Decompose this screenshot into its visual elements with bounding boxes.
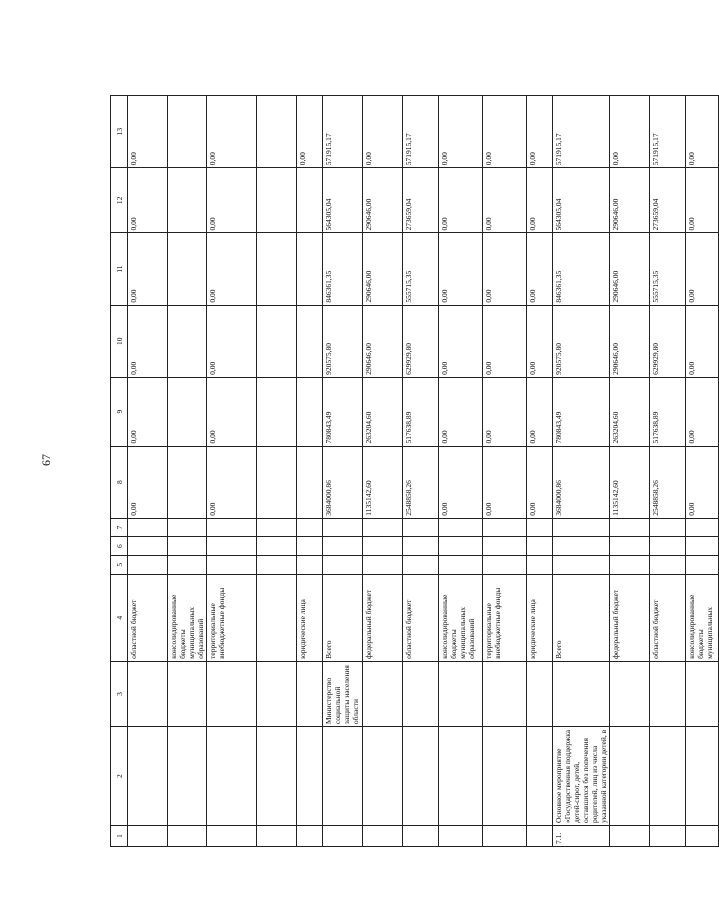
table-cell [168, 537, 207, 556]
table-cell [483, 826, 527, 847]
table-cell [483, 661, 527, 726]
table-cell [403, 826, 439, 847]
table-cell [363, 555, 403, 574]
rotated-table-wrapper [110, 95, 714, 847]
table-cell [686, 537, 719, 556]
table-cell [686, 727, 719, 826]
column-header: 12 [111, 168, 128, 233]
table-cell [257, 233, 297, 305]
table-cell: 0,00 [686, 168, 719, 233]
table-cell [168, 555, 207, 574]
column-header: 4 [111, 574, 128, 661]
table-cell: 273659,04 [650, 168, 686, 233]
table-cell: 0,00 [483, 305, 527, 377]
table-cell [439, 555, 483, 574]
table-cell: 0,00 [483, 233, 527, 305]
table-cell [650, 661, 686, 726]
table-cell: 7.1. [553, 826, 610, 847]
column-header: 6 [111, 537, 128, 556]
table-cell [257, 537, 297, 556]
table-cell [207, 727, 257, 826]
table-cell: 0,00 [207, 446, 257, 518]
column-header: 5 [111, 555, 128, 574]
table-cell [527, 727, 553, 826]
table-cell [257, 661, 297, 726]
table-cell: 1135142,60 [610, 446, 650, 518]
table-cell [128, 826, 168, 847]
table-cell: 2548858,26 [403, 446, 439, 518]
table-row [168, 96, 207, 847]
table-cell [257, 727, 297, 826]
table-cell [403, 727, 439, 826]
table-cell [686, 826, 719, 847]
table-cell [686, 555, 719, 574]
table-cell [207, 537, 257, 556]
table-cell [363, 661, 403, 726]
table-cell: 0,00 [483, 446, 527, 518]
table-cell [168, 377, 207, 446]
table-cell: 263204,60 [610, 377, 650, 446]
table-cell [363, 826, 403, 847]
table-cell: 0,00 [527, 168, 553, 233]
table-cell [297, 305, 323, 377]
table-cell: 846361,35 [323, 233, 363, 305]
table-cell: 0,00 [439, 377, 483, 446]
table-row [527, 96, 553, 847]
table-cell [686, 661, 719, 726]
table-cell [553, 537, 610, 556]
column-header: 11 [111, 233, 128, 305]
table-cell [323, 518, 363, 537]
table-cell [610, 518, 650, 537]
table-cell [297, 537, 323, 556]
table-cell [363, 727, 403, 826]
table-cell: 571915,17 [403, 96, 439, 168]
table-cell [650, 826, 686, 847]
table-cell: 571915,17 [323, 96, 363, 168]
table-cell: 3684000,86 [323, 446, 363, 518]
table-cell [686, 518, 719, 537]
table-cell: 290646,00 [610, 168, 650, 233]
table-cell: 0,00 [128, 446, 168, 518]
table-cell [403, 518, 439, 537]
table-cell [323, 727, 363, 826]
table-cell [297, 377, 323, 446]
table-cell [128, 555, 168, 574]
table-cell: 0,00 [128, 377, 168, 446]
table-cell: 629929,80 [650, 305, 686, 377]
table-cell [553, 661, 610, 726]
table-row [297, 96, 323, 847]
table-cell: 0,00 [610, 96, 650, 168]
table-row [363, 96, 403, 847]
column-header: 10 [111, 305, 128, 377]
table-cell [323, 555, 363, 574]
table-cell [168, 518, 207, 537]
table-cell [483, 518, 527, 537]
table-cell: территориальные внебюджетные фонды [483, 574, 527, 661]
table-cell: 846361,35 [553, 233, 610, 305]
table-cell: 0,00 [439, 168, 483, 233]
column-header: 1 [111, 826, 128, 847]
table-cell: 564305,04 [553, 168, 610, 233]
table-cell: областной бюджет [650, 574, 686, 661]
table-cell [297, 727, 323, 826]
table-cell: федеральный бюджет [610, 574, 650, 661]
table-cell: 780843,49 [323, 377, 363, 446]
table-cell [610, 537, 650, 556]
table-cell: 920575,80 [323, 305, 363, 377]
table-cell: 0,00 [527, 96, 553, 168]
table-cell: 0,00 [686, 96, 719, 168]
table-cell: 0,00 [483, 168, 527, 233]
table-cell [363, 518, 403, 537]
table-cell: 629929,80 [403, 305, 439, 377]
table-row [686, 96, 719, 847]
table-cell: 571915,17 [650, 96, 686, 168]
table-cell: 0,00 [527, 446, 553, 518]
table-cell [168, 661, 207, 726]
table-row [650, 96, 686, 847]
table-cell [403, 661, 439, 726]
table-cell [168, 96, 207, 168]
table-cell: 0,00 [207, 233, 257, 305]
column-header: 8 [111, 446, 128, 518]
table-cell: 263204,60 [363, 377, 403, 446]
page-number: 67 [39, 454, 53, 466]
table-cell [439, 661, 483, 726]
table-cell [610, 826, 650, 847]
table-cell [527, 555, 553, 574]
table-cell: 3684000,86 [553, 446, 610, 518]
table-cell: 0,00 [439, 305, 483, 377]
table-cell: 0,00 [483, 377, 527, 446]
table-cell [207, 555, 257, 574]
table-row [439, 96, 483, 847]
table-cell [527, 537, 553, 556]
table-cell: федеральный бюджет [363, 574, 403, 661]
table-cell [553, 518, 610, 537]
table-cell [403, 555, 439, 574]
table-cell [168, 168, 207, 233]
table-row [553, 96, 610, 847]
table-cell: 0,00 [128, 305, 168, 377]
table-cell [297, 555, 323, 574]
table-cell [257, 574, 297, 661]
table-row [403, 96, 439, 847]
column-header: 7 [111, 518, 128, 537]
table-cell [257, 446, 297, 518]
table-cell: 0,00 [207, 377, 257, 446]
table-cell: 780843,49 [553, 377, 610, 446]
table-row [207, 96, 257, 847]
table-cell [650, 727, 686, 826]
table-cell: 0,00 [128, 168, 168, 233]
table-cell [207, 661, 257, 726]
table-cell: 290646,00 [610, 233, 650, 305]
column-header: 3 [111, 661, 128, 726]
table-cell: территориальные внебюджетные фонды [207, 574, 257, 661]
table-cell: 564305,04 [323, 168, 363, 233]
table-cell [363, 537, 403, 556]
table-row [483, 96, 527, 847]
table-cell: Основное мероприятие «Государственная поддержка детей-сирот, детей, оставшихся без попечения родителей, лиц из числа указанной категории детей, в [553, 727, 610, 826]
table-cell [527, 826, 553, 847]
table-cell: 0,00 [297, 96, 323, 168]
table-cell [650, 518, 686, 537]
table-cell [168, 233, 207, 305]
table-cell: 0,00 [483, 96, 527, 168]
table-cell: 0,00 [686, 446, 719, 518]
table-cell: 0,00 [207, 305, 257, 377]
table-row [128, 96, 168, 847]
table-cell [128, 727, 168, 826]
column-header: 13 [111, 96, 128, 168]
table-cell [257, 377, 297, 446]
table-cell [168, 305, 207, 377]
table-row [257, 96, 297, 847]
table-row [610, 96, 650, 847]
table-row [323, 96, 363, 847]
table-cell: 0,00 [527, 233, 553, 305]
table-cell [168, 446, 207, 518]
table-cell: 290646,00 [363, 233, 403, 305]
table-cell [403, 537, 439, 556]
table-cell: Министерство социальной защиты населения области [323, 661, 363, 726]
table-cell [650, 555, 686, 574]
table-cell: 517638,89 [403, 377, 439, 446]
table-cell [257, 305, 297, 377]
table-cell [483, 537, 527, 556]
table-cell: юридические лица [527, 574, 553, 661]
table-header-row [111, 96, 128, 847]
table-cell [297, 661, 323, 726]
table-cell [527, 661, 553, 726]
table-cell: 0,00 [686, 377, 719, 446]
table-cell [439, 727, 483, 826]
table-cell [128, 518, 168, 537]
column-header: 9 [111, 377, 128, 446]
table-cell [207, 518, 257, 537]
table-cell: 571915,17 [553, 96, 610, 168]
table-cell [323, 826, 363, 847]
table-cell [257, 826, 297, 847]
table-cell: юридические лица [297, 574, 323, 661]
table-cell: консолидированные бюджеты муниципальных образований [439, 574, 483, 661]
table-cell: 517638,89 [650, 377, 686, 446]
budget-table [110, 95, 719, 847]
table-cell [527, 518, 553, 537]
table-cell [257, 168, 297, 233]
table-cell [650, 537, 686, 556]
table-cell [553, 555, 610, 574]
table-cell [297, 233, 323, 305]
table-cell: 0,00 [128, 233, 168, 305]
table-cell: областной бюджет [128, 574, 168, 661]
table-cell: 290646,00 [610, 305, 650, 377]
table-cell [483, 555, 527, 574]
table-cell: 555715,35 [403, 233, 439, 305]
table-cell: Всего [553, 574, 610, 661]
table-cell [483, 727, 527, 826]
table-cell [439, 518, 483, 537]
table-cell [128, 537, 168, 556]
table-cell: 290646,00 [363, 168, 403, 233]
table-cell: 0,00 [439, 233, 483, 305]
table-cell [439, 826, 483, 847]
table-cell: консолидированные бюджеты муниципальных [686, 574, 719, 661]
table-cell: 290646,00 [363, 305, 403, 377]
column-header: 2 [111, 727, 128, 826]
table-cell: консолидированные бюджеты муниципальных образований [168, 574, 207, 661]
table-cell [257, 555, 297, 574]
table-cell: 0,00 [527, 305, 553, 377]
table-cell [439, 537, 483, 556]
table-cell: 0,00 [363, 96, 403, 168]
table-cell [323, 537, 363, 556]
table-cell: Всего [323, 574, 363, 661]
table-cell: 0,00 [686, 233, 719, 305]
table-cell: 0,00 [207, 96, 257, 168]
table-cell [168, 727, 207, 826]
table-cell: 555715,35 [650, 233, 686, 305]
table-cell: 0,00 [686, 305, 719, 377]
table-cell [297, 826, 323, 847]
table-cell [610, 727, 650, 826]
table-cell: 0,00 [439, 96, 483, 168]
table-cell [297, 168, 323, 233]
table-cell [610, 661, 650, 726]
table-cell: областной бюджет [403, 574, 439, 661]
table-cell: 2548858,26 [650, 446, 686, 518]
table-cell: 920575,80 [553, 305, 610, 377]
table-cell [257, 518, 297, 537]
table-cell [297, 518, 323, 537]
table-cell: 273659,04 [403, 168, 439, 233]
table-cell: 0,00 [207, 168, 257, 233]
table-cell [128, 661, 168, 726]
table-cell [257, 96, 297, 168]
table-cell: 1135142,60 [363, 446, 403, 518]
table-cell: 0,00 [128, 96, 168, 168]
table-cell: 0,00 [439, 446, 483, 518]
table-cell [207, 826, 257, 847]
table-cell [610, 555, 650, 574]
table-cell [168, 826, 207, 847]
table-cell [297, 446, 323, 518]
table-cell: 0,00 [527, 377, 553, 446]
